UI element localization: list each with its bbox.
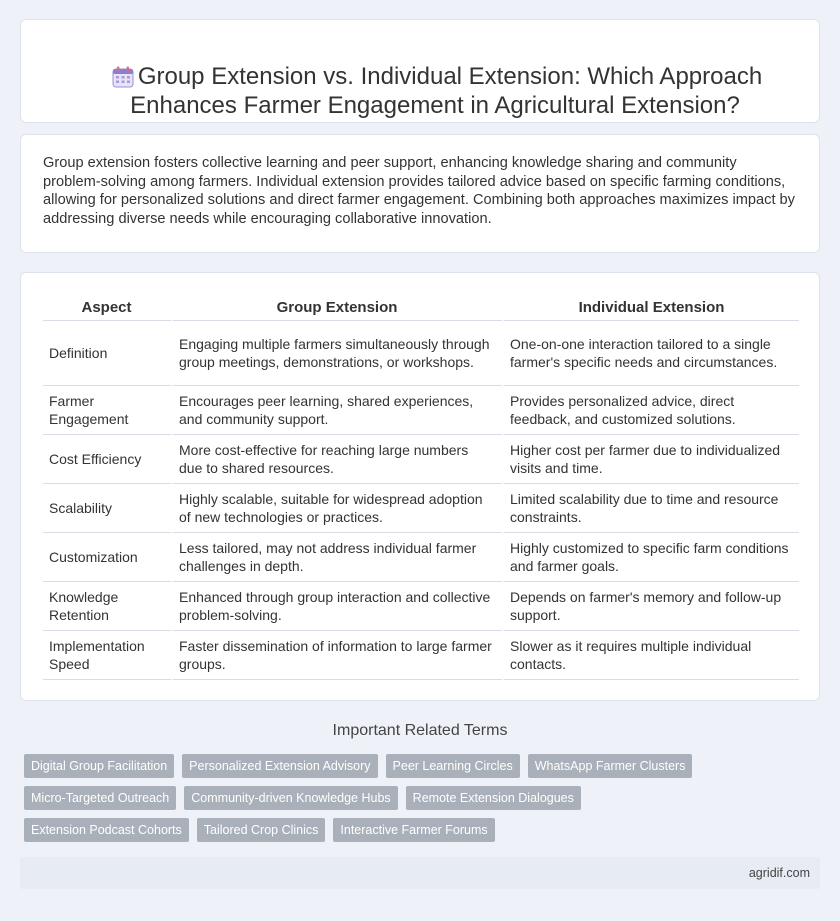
related-term-tag[interactable]: Micro-Targeted Outreach <box>24 786 176 810</box>
summary-text: Group extension fosters collective learning and peer support, enhancing knowledge sharing and community problem-solving among farmers. Individual extension provides tailored advice based on specific farming conditions, allowing for personalized solutions and direct farmer engagement. Combining both approaches maximizes impact by addressing diverse needs while encouraging collaborative innovation. <box>43 155 795 227</box>
row-individual-value: Provides personalized advice, direct feedback, and customized solutions. <box>504 386 799 435</box>
related-term-tag[interactable]: Personalized Extension Advisory <box>182 754 377 778</box>
row-individual-value: Higher cost per farmer due to individualized visits and time. <box>504 435 799 484</box>
row-aspect: Definition <box>43 321 173 386</box>
comparison-table <box>43 293 799 680</box>
table-row <box>43 582 799 631</box>
row-individual-value: Highly customized to specific farm conditions and farmer goals. <box>504 533 799 582</box>
table-row <box>43 321 799 386</box>
related-terms-heading: Important Related Terms <box>332 722 508 739</box>
related-term-tag[interactable]: Tailored Crop Clinics <box>197 818 326 842</box>
table-row <box>43 484 799 533</box>
related-term-tag[interactable]: Peer Learning Circles <box>386 754 520 778</box>
related-term-tag[interactable]: Extension Podcast Cohorts <box>24 818 189 842</box>
table-row <box>43 631 799 680</box>
row-group-value: Highly scalable, suitable for widespread adoption of new technologies or practices. <box>173 484 504 533</box>
table-row <box>43 386 799 435</box>
header-aspect: Aspect <box>43 293 173 321</box>
table-row <box>43 435 799 484</box>
row-individual-value: Depends on farmer's memory and follow-up support. <box>504 582 799 631</box>
row-aspect: Farmer Engagement <box>43 386 173 435</box>
row-group-value: Less tailored, may not address individual farmer challenges in depth. <box>173 533 504 582</box>
row-group-value: Faster dissemination of information to large farmer groups. <box>173 631 504 680</box>
row-individual-value: One-on-one interaction tailored to a single farmer's specific needs and circumstances. <box>504 321 799 386</box>
row-aspect: Knowledge Retention <box>43 582 173 631</box>
table-row <box>43 533 799 582</box>
related-term-tag[interactable]: Community-driven Knowledge Hubs <box>184 786 397 810</box>
row-aspect: Implementation Speed <box>43 631 173 680</box>
header-individual-extension: Individual Extension <box>504 293 799 321</box>
row-group-value: More cost-effective for reaching large numbers due to shared resources. <box>173 435 504 484</box>
row-group-value: Encourages peer learning, shared experiences, and community support. <box>173 386 504 435</box>
table-header-row <box>43 293 799 321</box>
row-aspect: Cost Efficiency <box>43 435 173 484</box>
row-individual-value: Limited scalability due to time and resource constraints. <box>504 484 799 533</box>
related-term-tag[interactable]: Digital Group Facilitation <box>24 754 174 778</box>
row-aspect: Customization <box>43 533 173 582</box>
related-term-tag[interactable]: Interactive Farmer Forums <box>333 818 494 842</box>
page-title: Group Extension vs. Individual Extension: Which Approach Enhances Farmer Engagement in Agricultural Extension? <box>130 63 763 119</box>
footer-site-link[interactable]: agridif.com <box>748 866 810 880</box>
row-group-value: Engaging multiple farmers simultaneously through group meetings, demonstrations, or workshops. <box>173 321 504 386</box>
row-individual-value: Slower as it requires multiple individual contacts. <box>504 631 799 680</box>
header-group-extension: Group Extension <box>173 293 504 321</box>
comparison-table-card <box>20 272 820 701</box>
related-term-tag[interactable]: WhatsApp Farmer Clusters <box>528 754 693 778</box>
row-group-value: Enhanced through group interaction and collective problem-solving. <box>173 582 504 631</box>
footer <box>20 857 820 889</box>
row-aspect: Scalability <box>43 484 173 533</box>
related-terms-list <box>24 754 744 842</box>
title-card <box>20 19 820 123</box>
summary-card <box>20 134 820 253</box>
related-term-tag[interactable]: Remote Extension Dialogues <box>406 786 581 810</box>
